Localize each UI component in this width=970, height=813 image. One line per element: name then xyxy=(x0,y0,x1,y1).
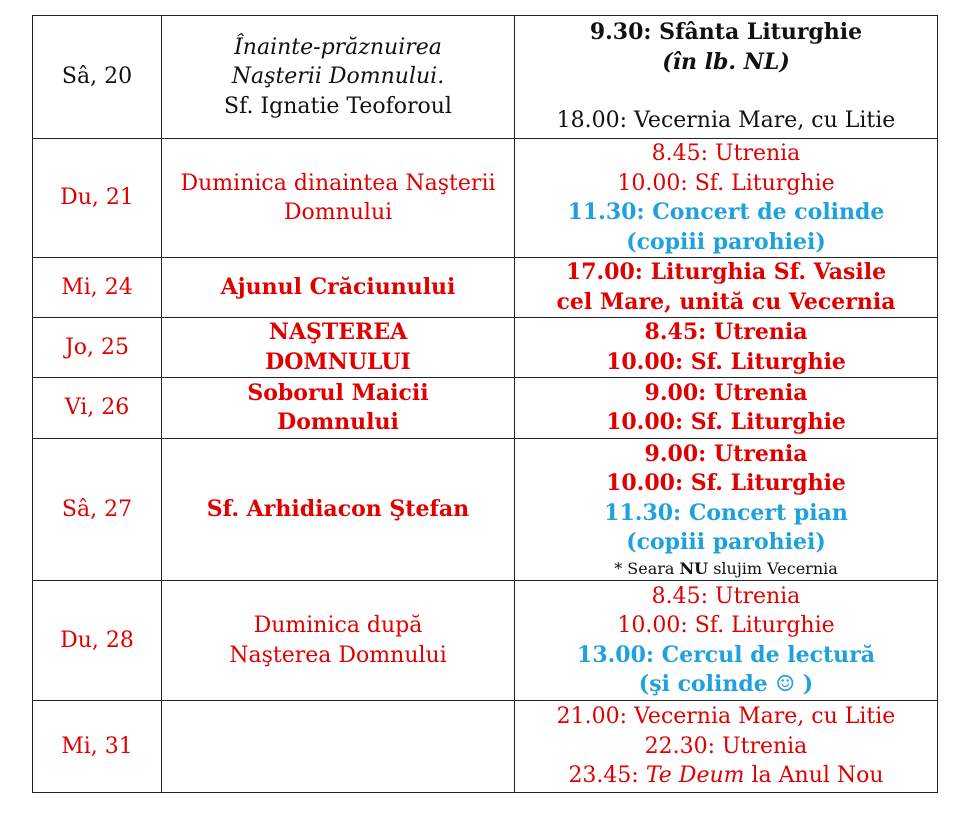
day-cell: Mi, 31 xyxy=(33,701,162,793)
table-row xyxy=(33,581,938,701)
feast-cell: Sf. Arhidiacon Ştefan xyxy=(162,439,515,581)
day-cell: Vi, 26 xyxy=(33,378,162,439)
table-row xyxy=(33,139,938,258)
table-row xyxy=(33,701,938,793)
schedule-table xyxy=(32,15,938,793)
services-cell: 21.00: Vecernia Mare, cu Litie 22.30: Utrenia 23.45: Te Deum la Anul Nou xyxy=(515,701,938,793)
services-cell: 9.30: Sfânta Liturghie (în lb. NL) 18.00: Vecernia Mare, cu Litie xyxy=(515,16,938,139)
feast-cell: Duminica dinaintea Naşterii Domnului xyxy=(162,139,515,258)
services-cell: 8.45: Utrenia 10.00: Sf. Liturghie 13.00: Cercul de lectură (şi colinde ☺ ) xyxy=(515,581,938,701)
day-cell: Du, 21 xyxy=(33,139,162,258)
day-cell: Sâ, 27 xyxy=(33,439,162,581)
table-row xyxy=(33,258,938,318)
feast-cell: Duminica după Naşterea Domnului xyxy=(162,581,515,701)
services-cell: 8.45: Utrenia 10.00: Sf. Liturghie 11.30: Concert de colinde (copiii parohiei) xyxy=(515,139,938,258)
table-row xyxy=(33,318,938,378)
te-deum-line: 23.45: Te Deum la Anul Nou xyxy=(568,763,884,789)
day-cell: Du, 28 xyxy=(33,581,162,701)
services-cell: 9.00: Utrenia 10.00: Sf. Liturghie xyxy=(515,378,938,439)
services-cell: 9.00: Utrenia 10.00: Sf. Liturghie 11.30: Concert pian (copiii parohiei) * Seara NU slujim Vecernia xyxy=(515,439,938,581)
services-cell: 8.45: Utrenia 10.00: Sf. Liturghie xyxy=(515,318,938,378)
table-row xyxy=(33,378,938,439)
day-cell: Sâ, 20 xyxy=(33,16,162,139)
feast-cell: Ajunul Crăciunului xyxy=(162,258,515,318)
services-cell: 17.00: Liturghia Sf. Vasile cel Mare, unită cu Vecernia xyxy=(515,258,938,318)
day-cell: Jo, 25 xyxy=(33,318,162,378)
feast-cell: Soborul Maicii Domnului xyxy=(162,378,515,439)
vespers-note: * Seara NU slujim Vecernia xyxy=(614,558,838,578)
day-cell: Mi, 24 xyxy=(33,258,162,318)
feast-cell: NAŞTEREA DOMNULUI xyxy=(162,318,515,378)
feast-cell xyxy=(162,701,515,793)
feast-cell: Înainte-prăznuirea Naşterii Domnului. Sf. Ignatie Teoforoul xyxy=(162,16,515,139)
table-row xyxy=(33,16,938,139)
table-row xyxy=(33,439,938,581)
